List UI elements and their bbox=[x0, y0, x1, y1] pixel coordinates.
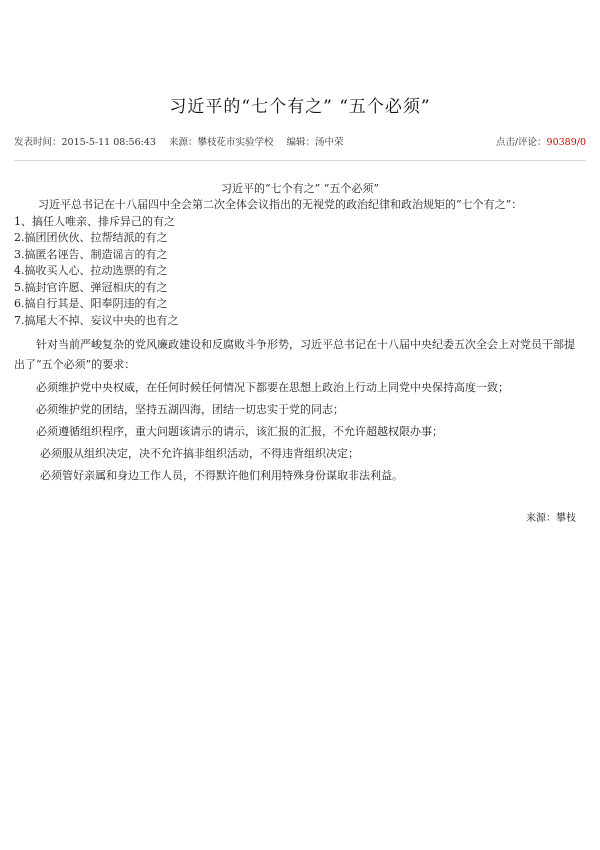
intro-paragraph: 习近平总书记在十八届四中全会第二次全体会议指出的无视党的政治纪律和政治规矩的“七个有之”： bbox=[38, 198, 523, 211]
article-title: 习近平的“七个有之” “五个必须” bbox=[169, 97, 431, 117]
list-item: 5.搞封官许愿、弹冠相庆的有之 bbox=[14, 280, 168, 294]
list-item: 必须维护党的团结，坚持五湖四海，团结一切忠实于党的同志； bbox=[36, 403, 344, 416]
footer-source: 来源：攀枝 bbox=[526, 513, 576, 524]
five-musts-list bbox=[14, 377, 584, 487]
divider bbox=[14, 160, 586, 161]
editor-label: 编辑：汤中荣 bbox=[286, 137, 344, 148]
list-item: 必须维护党中央权威，在任何时候任何情况下都要在思想上政治上行动上同党中央保持高度一致； bbox=[36, 381, 509, 394]
article-subtitle: 习近平的“七个有之” “五个必须” bbox=[221, 182, 379, 195]
list-item: 1、搞任人唯亲、排斥异己的有之 bbox=[14, 214, 175, 228]
five-musts-intro: 针对当前严峻复杂的党风廉政建设和反腐败斗争形势，习近平总书记在十八届中央纪委五次全会上对党员干部提出了“五个必须”的要求： bbox=[14, 338, 575, 371]
meta-right bbox=[496, 134, 586, 148]
article-body bbox=[14, 197, 584, 487]
list-item: 2.搞团团伙伙、拉帮结派的有之 bbox=[14, 231, 168, 244]
views-label: 点击/评论： bbox=[495, 137, 547, 148]
list-item: 4.搞收买人心、拉动选票的有之 bbox=[14, 264, 168, 277]
list-item: 必须遵循组织程序，重大问题该请示的请示，该汇报的汇报，不允许超越权限办事； bbox=[36, 425, 443, 438]
publish-time: 发表时间：2015-5-11 08:56:43 bbox=[14, 137, 156, 148]
source-label: 来源：攀枝花市实验学校 bbox=[168, 137, 274, 148]
meta-left bbox=[14, 134, 354, 148]
list-item: 必须管好亲属和身边工作人员，不得默许他们利用特殊身份谋取非法利益。 bbox=[40, 469, 403, 482]
list-item: 6.搞自行其是、阳奉阴违的有之 bbox=[14, 297, 168, 310]
views-count: 90389/0 bbox=[546, 137, 586, 148]
list-item: 3.搞匿名诬告、制造谣言的有之 bbox=[14, 247, 168, 261]
list-item: 7.搞尾大不掉、妄议中央的也有之 bbox=[14, 313, 179, 327]
list-item: 必须服从组织决定，决不允许搞非组织活动，不得违背组织决定； bbox=[40, 447, 359, 460]
